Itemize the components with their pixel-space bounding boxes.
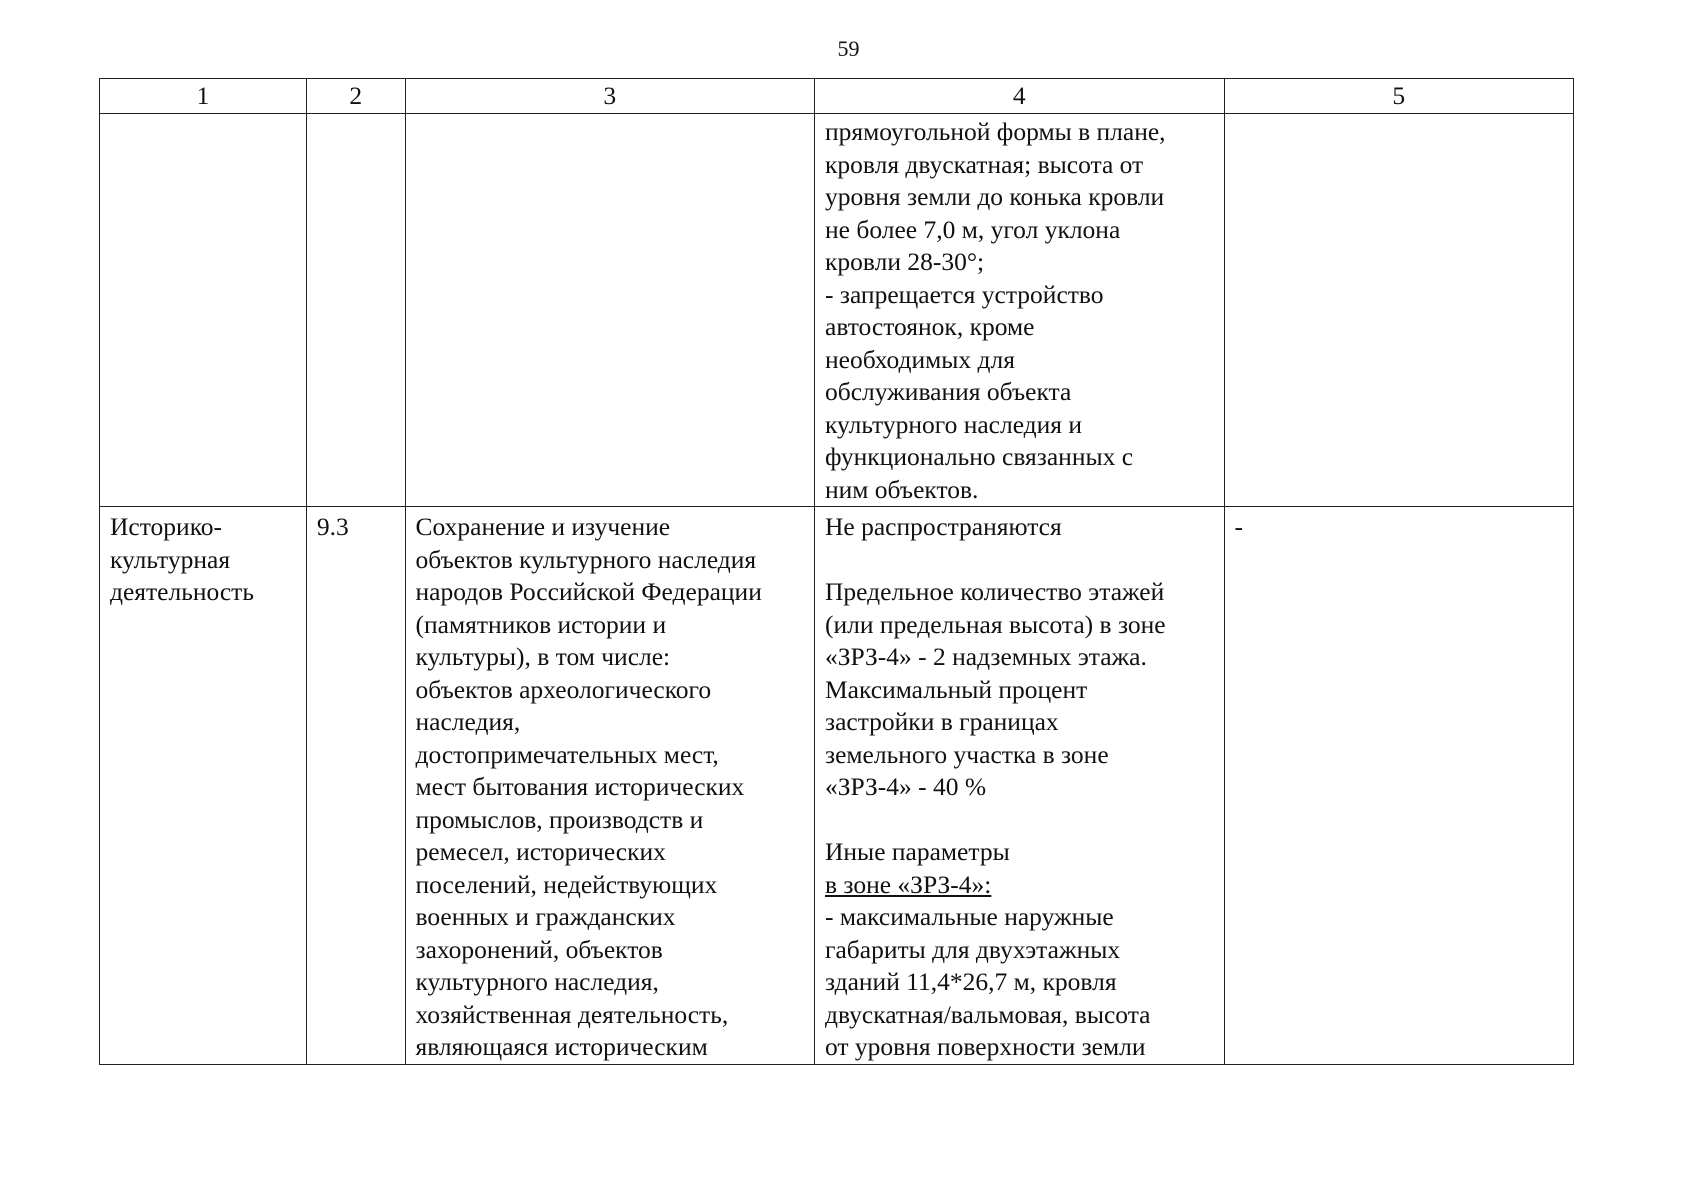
text-line: обслуживания объекта xyxy=(825,377,1072,406)
row1-col1 xyxy=(100,114,307,507)
text-line: «ЗРЗ-4» - 2 надземных этажа. xyxy=(825,642,1147,671)
text-line: зданий 11,4*26,7 м, кровля xyxy=(825,967,1117,996)
row1-col3 xyxy=(405,114,815,507)
row2-col4-parameters xyxy=(815,507,1225,1065)
regulations-table xyxy=(99,78,1574,1065)
text-line: функционально связанных с xyxy=(825,442,1134,471)
text-line: от уровня поверхности земли xyxy=(825,1032,1146,1061)
text-line: застройки в границах xyxy=(825,707,1059,736)
text-line: - максимальные наружные xyxy=(825,902,1114,931)
text-line: габариты для двухэтажных xyxy=(825,934,1121,964)
text-line: необходимых для xyxy=(825,344,1015,374)
text-line: кровля двускатная; высота от xyxy=(825,149,1144,179)
text-line: (памятников истории и xyxy=(415,609,667,639)
header-row xyxy=(100,79,1574,114)
row1-col5 xyxy=(1224,114,1574,507)
text-line: наследия, xyxy=(415,707,521,736)
header-col-1: 1 xyxy=(100,79,307,114)
text-line: объектов культурного наследия xyxy=(415,544,757,574)
header-col-4: 4 xyxy=(815,79,1225,114)
text-line: (или предельная высота) в зоне xyxy=(825,609,1166,639)
text-line: хозяйственная деятельность, xyxy=(415,999,729,1029)
zone-heading: в зоне «ЗРЗ-4»: xyxy=(825,869,992,899)
header-col-2: 2 xyxy=(306,79,405,114)
text-line: объектов археологического xyxy=(415,674,712,704)
row2-col1-activity xyxy=(100,507,307,1065)
text-line: Предельное количество этажей xyxy=(825,577,1165,606)
header-col-5: 5 xyxy=(1224,79,1574,114)
text-line: культурного наследия, xyxy=(415,967,659,996)
text-line: являющаяся историческим xyxy=(415,1032,708,1061)
text-line: «ЗРЗ-4» - 40 % xyxy=(825,772,987,801)
text-line: Историко- xyxy=(110,512,223,541)
text-line: автостоянок, кроме xyxy=(825,312,1035,341)
text-line: прямоугольной формы в плане, xyxy=(825,117,1166,146)
blank-line xyxy=(825,544,1214,577)
text-line: захоронений, объектов xyxy=(415,934,663,964)
text-line: Не распространяются xyxy=(825,512,1062,541)
text-line: Максимальный процент xyxy=(825,674,1088,704)
text-line: кровли 28-30°; xyxy=(825,247,985,276)
text-line: промыслов, производств и xyxy=(415,804,704,834)
text-line: военных и гражданских xyxy=(415,902,676,931)
row1-col2 xyxy=(306,114,405,507)
text-line: двускатная/вальмовая, высота xyxy=(825,999,1151,1029)
table-row xyxy=(100,114,1574,507)
page-number: 59 xyxy=(837,36,860,61)
text-line: деятельность xyxy=(110,577,254,606)
text-line: ремесел, исторических xyxy=(415,837,666,866)
text-line: Сохранение и изучение xyxy=(415,512,671,541)
row2-col2-code: 9.3 xyxy=(306,507,405,1065)
row2-col5: - xyxy=(1224,507,1574,1065)
header-col-3: 3 xyxy=(405,79,815,114)
row1-col4 xyxy=(815,114,1225,507)
text-line: - запрещается устройство xyxy=(825,279,1104,309)
text-line: Иные параметры xyxy=(825,837,1010,866)
text-line: поселений, недействующих xyxy=(415,869,718,899)
row2-col3-description xyxy=(405,507,815,1065)
text-line: культурная xyxy=(110,544,231,574)
text-line: уровня земли до конька кровли xyxy=(825,182,1165,211)
table-row xyxy=(100,507,1574,1065)
text-line: мест бытования исторических xyxy=(415,772,745,801)
blank-line xyxy=(825,804,1214,837)
text-line: культурного наследия и xyxy=(825,409,1083,439)
text-line: культуры), в том числе: xyxy=(415,642,671,671)
text-line: не более 7,0 м, угол уклона xyxy=(825,214,1121,244)
text-line: земельного участка в зоне xyxy=(825,739,1109,769)
text-line: достопримечательных мест, xyxy=(415,739,719,769)
text-line: народов Российской Федерации xyxy=(415,577,762,606)
text-line: ним объектов. xyxy=(825,474,979,504)
